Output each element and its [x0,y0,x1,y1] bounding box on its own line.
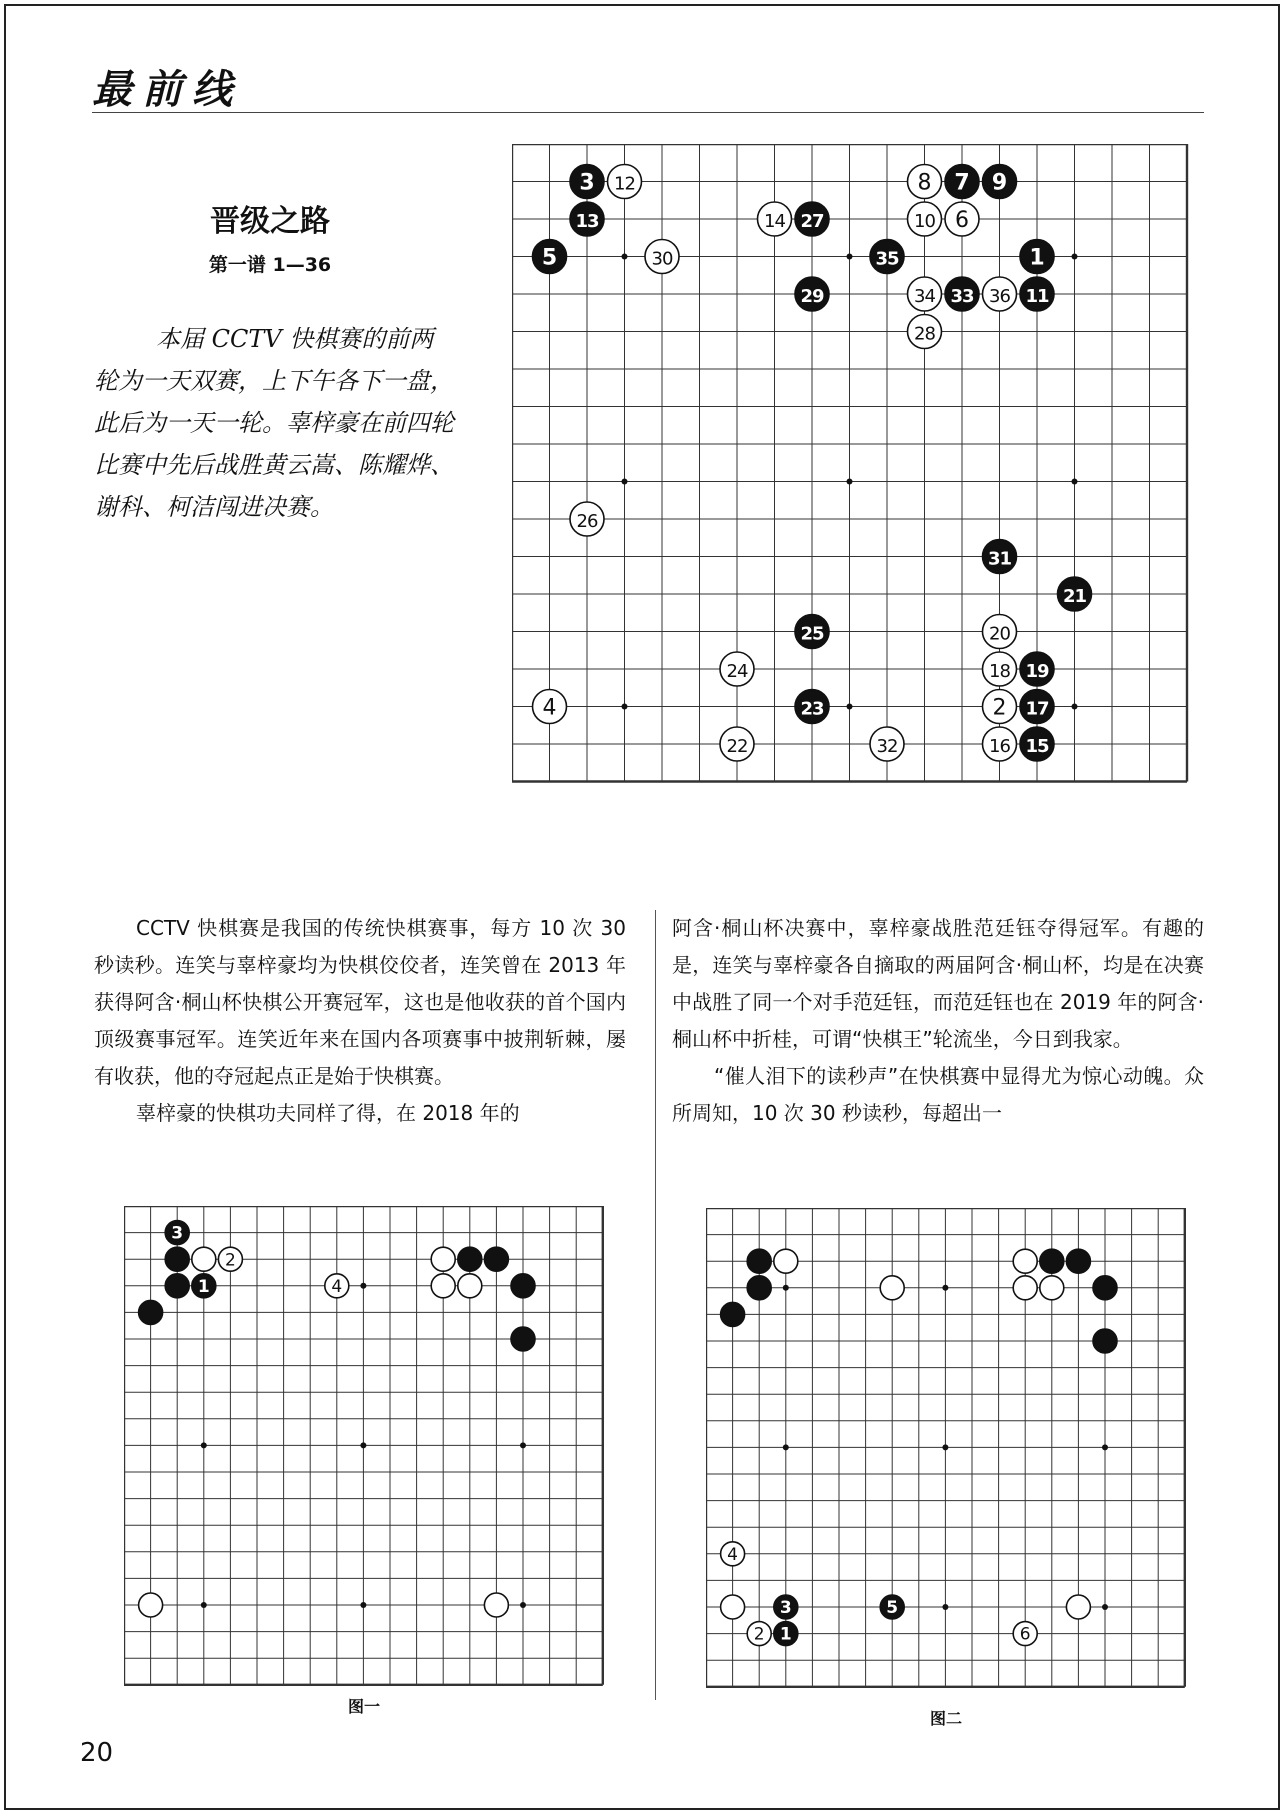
stone-disc [1066,1249,1090,1273]
white-stone [983,652,1017,686]
white-stone [645,240,679,274]
stone-disc [511,1327,535,1351]
move-number-label: 36 [989,285,1010,307]
white-stone [908,277,942,311]
move-number-label: 5 [886,1598,899,1619]
black-stone [983,540,1017,574]
star-point [201,1442,207,1448]
body-column-left [94,910,626,1132]
move-number-label: 3 [171,1223,184,1244]
black-stone [1020,690,1054,724]
star-point [1102,1444,1108,1450]
stone-disc [139,1593,163,1617]
move-number-label: 2 [224,1250,236,1271]
white-stone [908,165,942,199]
white-stone [325,1274,349,1298]
white-stone [1013,1249,1037,1273]
move-number-label: 14 [764,210,785,232]
black-stone [945,165,979,199]
move-number-label: 10 [914,210,935,232]
white-stone [721,1542,745,1566]
body-paragraph: 阿含·桐山杯决赛中，辜梓豪战胜范廷钰夺得冠军。有趣的是，连笑与辜梓豪各自摘取的两届阿含·桐山杯，均是在决赛中战胜了同一个对手范廷钰，而范廷钰也在 2019 年的阿含·桐山杯中折桂，可谓“快棋王”轮流坐，今日到我家。 [672,916,1204,1051]
figure-2-caption: 图二 [930,1709,963,1728]
move-number-label: 35 [875,248,899,270]
move-number-label: 1 [1029,245,1045,271]
intro-paragraph: 本届 CCTV 快棋赛的前两 轮为一天双赛，上下午各下一盘，此后为一天一轮。辜梓豪在前四轮比赛中先后战胜黄云嵩、陈耀烨、谢科、柯洁闯进决赛。 [94,325,454,521]
star-point [942,1285,948,1291]
star-point [1072,254,1078,260]
black-stone [511,1274,535,1298]
black-stone [721,1302,745,1326]
move-number-label: 20 [989,623,1010,645]
move-number-label: 27 [800,210,824,232]
move-number-label: 4 [542,695,557,721]
white-stone [431,1274,455,1298]
move-number-label: 31 [987,548,1012,570]
star-point [360,1283,366,1289]
black-stone [570,202,604,236]
white-stone [983,727,1017,761]
stone-disc [165,1274,189,1298]
white-stone [747,1622,771,1646]
black-stone [1058,577,1092,611]
body-column-right [672,910,1204,1132]
white-stone [983,615,1017,649]
white-stone [720,652,754,686]
star-point [847,704,853,710]
stone-disc [721,1595,745,1619]
stone-disc [165,1247,189,1271]
white-stone [908,315,942,349]
stone-disc [1013,1249,1037,1273]
white-stone [192,1247,216,1271]
star-point [622,479,628,485]
black-stone [1040,1249,1064,1273]
black-stone [458,1247,482,1271]
move-number-label: 7 [954,170,970,196]
white-stone [533,690,567,724]
move-number-label: 30 [651,248,673,270]
star-point [942,1604,948,1610]
move-number-label: 8 [917,170,932,196]
stone-disc [747,1276,771,1300]
stone-disc [458,1247,482,1271]
black-stone [192,1274,216,1298]
black-stone [165,1221,189,1245]
white-stone [1013,1276,1037,1300]
white-stone [570,502,604,536]
white-stone [139,1593,163,1617]
white-stone [1040,1276,1064,1300]
body-paragraph: “催人泪下的读秒声”在快棋赛中显得尤为惊心动魄。众所周知，10 次 30 秒读秒，每超出一 [672,1064,1204,1125]
white-stone [458,1274,482,1298]
move-number-label: 34 [914,285,935,307]
move-number-label: 17 [1025,698,1049,720]
white-stone [431,1247,455,1271]
stone-disc [747,1249,771,1273]
stone-disc [431,1274,455,1298]
move-number-label: 15 [1025,735,1049,757]
article-title: 晋级之路 [210,204,330,239]
board-grid [512,144,1187,782]
black-stone [1066,1249,1090,1273]
body-paragraph: 辜梓豪的快棋功夫同样了得，在 2018 年的 [136,1101,520,1125]
move-number-label: 2 [992,695,1007,721]
move-number-label: 16 [989,735,1010,757]
move-number-label: 5 [541,245,558,271]
stone-disc [192,1247,216,1271]
star-point [360,1442,366,1448]
white-stone [983,277,1017,311]
white-stone [1013,1622,1037,1646]
move-number-label: 1 [779,1624,792,1645]
white-stone [484,1593,508,1617]
move-number-label: 3 [579,170,595,196]
move-number-label: 12 [614,173,635,195]
move-number-label: 6 [1019,1624,1031,1645]
white-stone [608,165,642,199]
black-stone [945,277,979,311]
black-stone [774,1622,798,1646]
move-number-label: 6 [955,207,969,233]
black-stone [165,1274,189,1298]
white-stone [880,1276,904,1300]
star-point [783,1444,789,1450]
white-stone [720,727,754,761]
black-stone [1020,240,1054,274]
black-stone [747,1249,771,1273]
black-stone [1093,1276,1117,1300]
stone-disc [139,1300,163,1324]
white-stone [774,1249,798,1273]
stone-disc [484,1247,508,1271]
stone-disc [511,1274,535,1298]
move-number-label: 26 [576,510,598,532]
main-go-board [512,144,1220,820]
stone-disc [721,1302,745,1326]
black-stone [795,277,829,311]
star-point [201,1602,207,1608]
move-number-label: 28 [914,323,935,345]
star-point [783,1285,789,1291]
move-number-label: 13 [575,210,599,232]
move-number-label: 9 [991,170,1008,196]
move-number-label: 22 [726,735,748,757]
stone-disc [1013,1276,1037,1300]
move-number-label: 4 [331,1276,343,1297]
page-number: 20 [80,1738,114,1768]
star-point [360,1602,366,1608]
star-point [520,1602,526,1608]
move-number-label: 32 [876,735,898,757]
stone-disc [1040,1276,1064,1300]
star-point [622,704,628,710]
white-stone [983,690,1017,724]
figure-1-go-board [124,1206,608,1688]
body-paragraph: CCTV 快棋赛是我国的传统快棋赛事，每方 10 次 30 秒读秒。连笑与辜梓豪均为快棋佼佼者，连笑曾在 2013 年获得阿含·桐山杯快棋公开赛冠军，这也是他收获的首个国内顶级赛事冠军。连笑近年来在国内各项赛事中披荆斩棘，屡有收获，他的夺冠起点正是始于快棋赛。 [94,916,626,1088]
black-stone [165,1247,189,1271]
column-divider [655,910,656,1700]
stone-disc [774,1249,798,1273]
star-point [1072,479,1078,485]
move-number-label: 1 [197,1276,210,1297]
stone-disc [1040,1249,1064,1273]
white-stone [721,1595,745,1619]
black-stone [880,1595,904,1619]
stone-disc [431,1247,455,1271]
move-number-label: 33 [950,285,974,307]
section-header: 最前线 [92,66,242,113]
white-stone [945,202,979,236]
move-number-label: 2 [753,1624,765,1645]
black-stone [870,240,904,274]
black-stone [747,1276,771,1300]
star-point [847,479,853,485]
move-number-label: 18 [989,660,1010,682]
figure-2-go-board [706,1208,1190,1690]
header-rule [92,112,1204,113]
game-record-subtitle: 第一谱 1—36 [208,254,332,276]
black-stone [511,1327,535,1351]
black-stone [795,202,829,236]
black-stone [1093,1329,1117,1353]
star-point [520,1442,526,1448]
move-number-label: 3 [779,1598,792,1619]
white-stone [218,1247,242,1271]
star-point [847,254,853,260]
star-point [942,1444,948,1450]
stone-disc [880,1276,904,1300]
move-number-label: 4 [727,1544,739,1565]
white-stone [870,727,904,761]
stone-disc [1093,1276,1117,1300]
black-stone [139,1300,163,1324]
black-stone [1020,277,1054,311]
black-stone [484,1247,508,1271]
black-stone [983,165,1017,199]
move-number-label: 24 [726,660,748,682]
figure-1-caption: 图一 [348,1697,381,1716]
star-point [1102,1604,1108,1610]
move-number-label: 19 [1025,660,1049,682]
star-point [622,254,628,260]
black-stone [795,690,829,724]
stone-disc [484,1593,508,1617]
black-stone [570,165,604,199]
white-stone [908,202,942,236]
move-number-label: 21 [1062,585,1087,607]
move-number-label: 23 [800,698,824,720]
stone-disc [1066,1595,1090,1619]
black-stone [1020,727,1054,761]
black-stone [533,240,567,274]
white-stone [1066,1595,1090,1619]
move-number-label: 11 [1025,285,1049,307]
black-stone [1020,652,1054,686]
stone-disc [458,1274,482,1298]
white-stone [758,202,792,236]
black-stone [795,615,829,649]
move-number-label: 29 [800,285,824,307]
stone-disc [1093,1329,1117,1353]
star-point [1072,704,1078,710]
move-number-label: 25 [800,623,824,645]
black-stone [774,1595,798,1619]
